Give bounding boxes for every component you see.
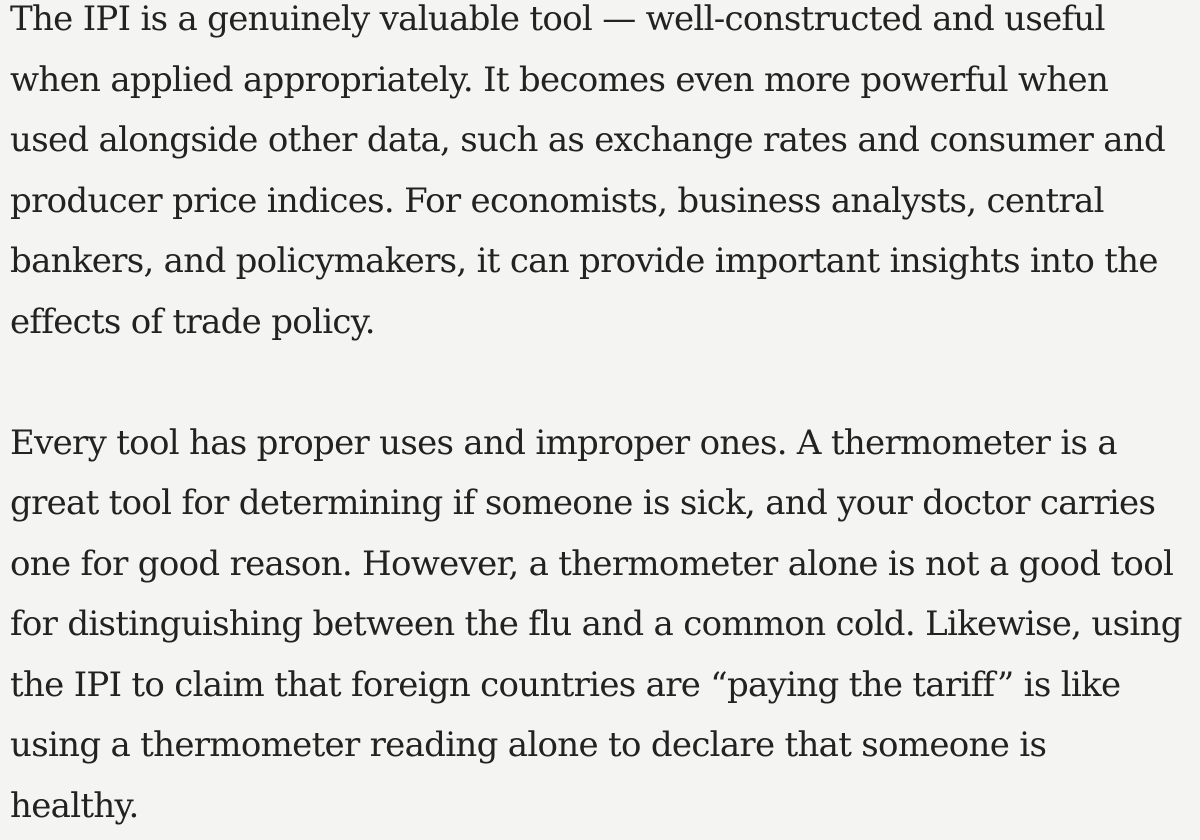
text-line: one for good reason. However, a thermometer alone is not a good tool — [10, 543, 1174, 584]
text-line: the IPI to claim that foreign countries are “paying the tariff” is like — [10, 664, 1121, 705]
text-line: producer price indices. For economists, business analysts, central — [10, 180, 1104, 221]
text-line: for distinguishing between the flu and a common cold. Likewise, using — [10, 604, 1182, 644]
paragraph-spacer — [10, 352, 1195, 413]
text-line: great tool for determining if someone is sick, and your doctor carries — [10, 483, 1156, 523]
text-line: bankers, and policymakers, it can provide important insights into the — [10, 241, 1158, 281]
text-line: effects of trade policy. — [10, 301, 375, 342]
text-line: when applied appropriately. It becomes even more powerful when — [10, 59, 1109, 100]
article-body — [10, 0, 1195, 836]
paragraph-ipi-value — [10, 0, 1195, 352]
text-line: healthy. — [10, 785, 139, 826]
text-line: using a thermometer reading alone to declare that someone is — [10, 725, 1047, 765]
text-line: Every tool has proper uses and improper ones. A thermometer is a — [10, 422, 1117, 463]
paragraph-thermometer-analogy — [10, 413, 1195, 837]
text-line: The IPI is a genuinely valuable tool — well-constructed and useful — [10, 0, 1105, 39]
text-line: used alongside other data, such as exchange rates and consumer and — [10, 120, 1166, 160]
